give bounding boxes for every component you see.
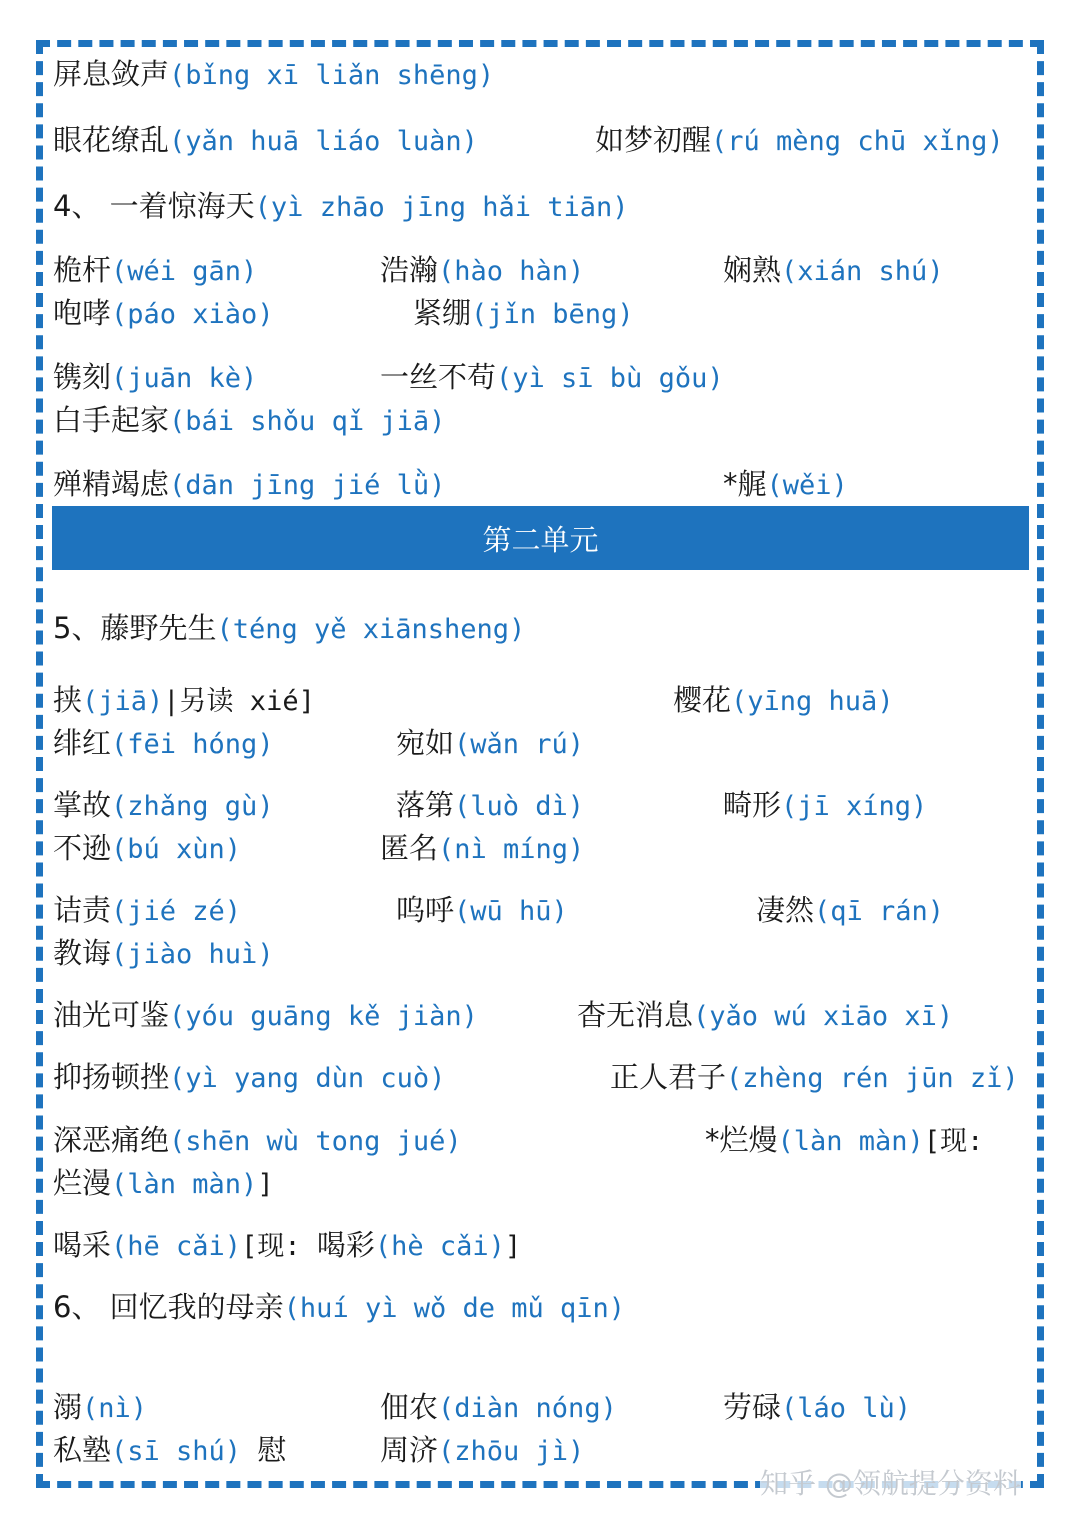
vocab-item — [53, 783, 274, 824]
vocab-item — [53, 248, 257, 289]
vocab-pinyin: (páo xiào) — [111, 299, 274, 330]
vocab-item — [380, 248, 584, 289]
vocab-hanzi: 落第 — [396, 788, 455, 822]
vocab-pinyin: (hè cǎi) — [374, 1231, 505, 1262]
vocab-hanzi: 诘责 — [53, 893, 112, 927]
vocab-pinyin: (rú mèng chū xǐng) — [711, 126, 1004, 157]
vocab-note: ] — [257, 1169, 274, 1200]
vocab-pinyin: (jī xíng) — [781, 791, 928, 822]
vocab-item — [723, 1385, 911, 1426]
vocab-item — [380, 1428, 584, 1469]
vocab-pinyin: (bǐng xī liǎn shēng) — [169, 60, 495, 91]
vocab-note: ] — [504, 1231, 522, 1262]
vocab-item — [53, 1118, 462, 1159]
vocab-hanzi: 桅杆 — [53, 253, 112, 287]
vocab-hanzi: 浩瀚 — [380, 253, 439, 287]
vocab-hanzi: 镌刻 — [53, 360, 112, 394]
vocab-item — [53, 826, 241, 867]
vocab-hanzi: 挟 — [53, 683, 83, 717]
vocab-hanzi: 如梦初醒 — [595, 123, 712, 157]
vocab-hanzi: 娴熟 — [723, 253, 782, 287]
vocab-item — [53, 1385, 147, 1426]
vocab-item — [53, 1055, 445, 1096]
vocab-pinyin: (jié zé) — [111, 896, 242, 927]
vocab-hanzi: 喝彩 — [316, 1228, 375, 1262]
vocab-pinyin: (dān jīng jié lǜ) — [169, 470, 446, 501]
vocab-item — [396, 888, 568, 929]
vocab-hanzi: 宛如 — [396, 726, 455, 760]
vocab-pinyin: (wéi gān) — [111, 256, 258, 287]
vocab-pinyin: (wū hū) — [454, 896, 568, 927]
vocab-pinyin: (diàn nóng) — [438, 1393, 617, 1424]
vocab-pinyin: (yǎo wú xiāo xī) — [693, 1001, 954, 1032]
vocab-pinyin: (yì zhāo jīng hǎi tiān) — [254, 192, 629, 223]
vocab-item — [723, 248, 944, 289]
vocab-item — [705, 1118, 983, 1159]
vocab-pinyin: (wǎn rú) — [454, 729, 585, 760]
vocab-pinyin: (hào hàn) — [438, 256, 585, 287]
vocab-pinyin: (zhǎng gù) — [111, 791, 274, 822]
vocab-hanzi: 屏息敛声 — [53, 57, 170, 91]
vocab-hanzi: 白手起家 — [53, 403, 170, 437]
vocab-pinyin: (bú xùn) — [111, 834, 242, 865]
vocab-item — [673, 678, 894, 719]
vocab-item — [53, 398, 445, 439]
vocab-pinyin: (láo lù) — [781, 1393, 912, 1424]
vocab-hanzi: 私塾 — [53, 1433, 112, 1467]
vocab-pinyin: (nì míng) — [438, 834, 585, 865]
vocab-hanzi: 凄然 — [756, 893, 815, 927]
vocab-item — [53, 1285, 625, 1326]
vocab-item — [53, 931, 274, 972]
vocab-item — [380, 826, 584, 867]
vocab-hanzi: 劳碌 — [723, 1390, 782, 1424]
vocab-pinyin: (yì sī bù gǒu) — [496, 363, 724, 394]
vocab-item — [53, 606, 525, 647]
vocab-hanzi: 4、 一着惊海天 — [53, 189, 255, 223]
vocab-hanzi: 5、藤野先生 — [53, 611, 217, 645]
vocab-hanzi: *艉 — [723, 467, 767, 501]
vocab-pinyin: (jǐn bēng) — [471, 299, 634, 330]
vocab-hanzi: 紧绷 — [413, 296, 472, 330]
vocab-pinyin: (shēn wù tong jué) — [169, 1126, 462, 1157]
vocab-item — [53, 888, 241, 929]
vocab-item — [53, 1161, 274, 1202]
vocab-hanzi: 掌故 — [53, 788, 112, 822]
vocab-item — [53, 52, 494, 93]
vocab-pinyin: (làn màn) — [777, 1126, 924, 1157]
vocab-pinyin: (yǎn huā liáo luàn) — [169, 126, 478, 157]
vocab-pinyin: (zhèng rén jūn zǐ) — [726, 1063, 1019, 1094]
vocab-hanzi: 一丝不苟 — [380, 360, 497, 394]
vocab-pinyin: (hē cǎi) — [111, 1231, 242, 1262]
vocab-hanzi: 抑扬顿挫 — [53, 1060, 170, 1094]
vocab-item — [577, 993, 953, 1034]
vocab-item — [53, 184, 629, 225]
vocab-hanzi: 匿名 — [380, 831, 439, 865]
vocab-hanzi: 油光可鉴 — [53, 998, 170, 1032]
vocab-hanzi: 呜呼 — [396, 893, 455, 927]
vocab-hanzi: 殚精竭虑 — [53, 467, 170, 501]
vocab-item — [610, 1055, 1019, 1096]
vocab-hanzi: 慰 — [257, 1433, 287, 1467]
vocab-pinyin: (qī rán) — [814, 896, 945, 927]
vocab-item — [396, 783, 584, 824]
vocab-item — [595, 118, 1004, 159]
vocab-hanzi: 咆哮 — [53, 296, 112, 330]
vocab-note: [现: — [241, 1231, 317, 1262]
vocab-pinyin: (yīng huā) — [731, 686, 894, 717]
vocab-note — [241, 1436, 257, 1467]
vocab-hanzi: 佃农 — [380, 1390, 439, 1424]
vocab-note: |另读 xié] — [163, 686, 315, 717]
vocab-item — [53, 291, 274, 332]
vocab-item — [53, 118, 478, 159]
vocab-item — [396, 721, 584, 762]
vocab-hanzi: 喝采 — [53, 1228, 112, 1262]
vocab-pinyin: (juān kè) — [111, 363, 258, 394]
vocab-hanzi: 教诲 — [53, 936, 112, 970]
vocab-pinyin: (xián shú) — [781, 256, 944, 287]
vocab-item — [380, 355, 724, 396]
vocab-pinyin: (sī shú) — [111, 1436, 242, 1467]
vocab-item — [380, 1385, 617, 1426]
vocab-pinyin: (huí yì wǒ de mǔ qīn) — [283, 1293, 626, 1324]
vocab-item — [723, 783, 927, 824]
vocab-hanzi: 深恶痛绝 — [53, 1123, 170, 1157]
vocab-pinyin: (zhōu jì) — [438, 1436, 585, 1467]
vocab-hanzi: 正人君子 — [610, 1060, 727, 1094]
vocab-pinyin: (bái shǒu qǐ jiā) — [169, 406, 446, 437]
vocab-pinyin: (wěi) — [766, 470, 848, 501]
vocab-hanzi: 樱花 — [673, 683, 732, 717]
vocab-hanzi: 溺 — [53, 1390, 83, 1424]
vocab-pinyin: (jiào huì) — [111, 939, 274, 970]
vocab-hanzi: 畸形 — [723, 788, 782, 822]
vocab-pinyin: (jiā) — [82, 686, 164, 717]
vocab-hanzi: 周济 — [380, 1433, 439, 1467]
vocab-pinyin: (yóu guāng kě jiàn) — [169, 1001, 478, 1032]
vocab-item — [53, 678, 315, 719]
vocab-hanzi: 6、 回忆我的母亲 — [53, 1290, 284, 1324]
vocab-item — [413, 291, 634, 332]
vocab-pinyin: (téng yě xiānsheng) — [216, 614, 526, 645]
vocab-item — [53, 993, 478, 1034]
vocab-hanzi: 杳无消息 — [577, 998, 694, 1032]
vocab-hanzi: 眼花缭乱 — [53, 123, 170, 157]
vocab-item — [53, 355, 257, 396]
vocab-item — [756, 888, 944, 929]
vocab-hanzi: 不逊 — [53, 831, 112, 865]
vocab-pinyin: (yì yang dùn cuò) — [169, 1063, 446, 1094]
vocab-item — [53, 1223, 521, 1264]
vocab-item — [723, 462, 848, 503]
vocab-item — [53, 721, 274, 762]
section-banner — [52, 506, 1029, 570]
section-title: 第二单元 — [482, 522, 599, 557]
vocab-note: [现: — [923, 1126, 984, 1157]
vocab-pinyin: (fēi hóng) — [111, 729, 274, 760]
watermark: 知乎 @领航提分资料 — [760, 1462, 1021, 1502]
vocab-hanzi: 绯红 — [53, 726, 112, 760]
vocab-pinyin: (làn màn) — [111, 1169, 258, 1200]
vocab-hanzi: 烂漫 — [53, 1166, 112, 1200]
vocab-item — [53, 1428, 286, 1469]
vocab-pinyin: (luò dì) — [454, 791, 585, 822]
vocab-pinyin: (nì) — [82, 1393, 148, 1424]
vocab-item — [53, 462, 445, 503]
vocab-hanzi: *烂熳 — [705, 1123, 778, 1157]
